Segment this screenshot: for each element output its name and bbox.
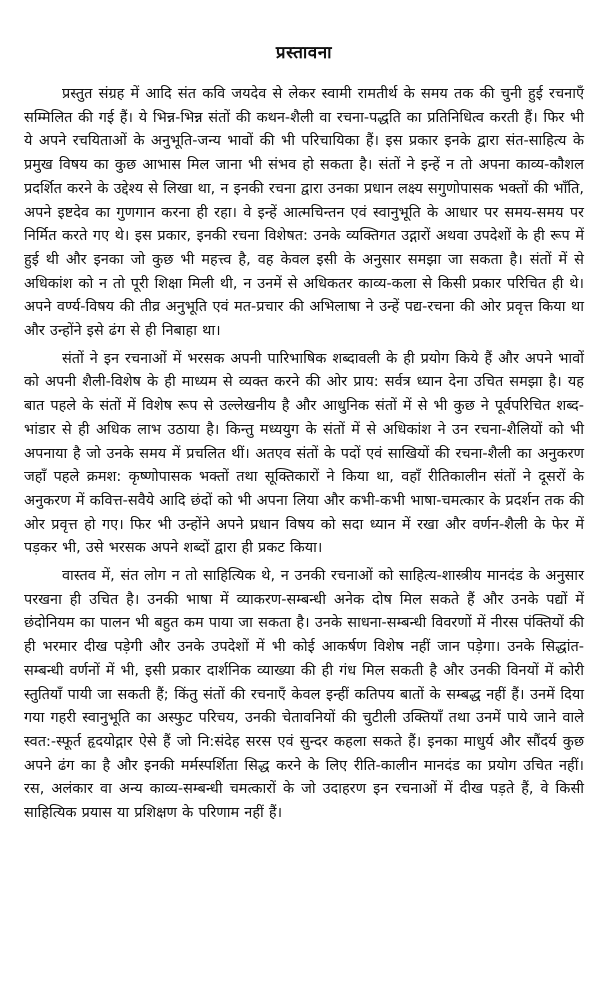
paragraph-3: वास्तव में, संत लोग न तो साहित्यिक थे, न उनकी रचनाओं को साहित्य-शास्त्रीय मानदंड के अनुसार परखना ही उचित है। उनकी भाषा में व्याकरण-सम्बन्धी अनेक दोष मिल सकते हैं और उनके पद्यों में छंदोनियम का पालन भी बहुत कम पाया जा सकता है। उनके साधना-सम्बन्धी विवरणों में नीरस पंक्तियों की ही भरमार दीख पड़ेगी और उनके उपदेशों में भी कोई आकर्षण विशेष नहीं जान पड़ेगा। उनके सिद्धांत-सम्बन्धी वर्णनों में भी, इसी प्रकार दार्शनिक व्याख्या की ही गंध मिल सकती है और उनकी विनयों में कोरी स्तुतियाँ पायी जा सकती हैं; किंतु संतों की रचनाएँ केवल इन्हीं कतिपय बातों के सम्बद्ध नहीं हैं। उनमें दिया गया गहरी स्वानुभूति का अस्फुट परिचय, उनकी चेतावनियों की चुटीली उक्तियाँ तथा उनमें पाये जाने वाले स्वत:-स्फूर्त हृदयोद्गार ऐसे हैं जो नि:संदेह सरस एवं सुन्दर कहला सकते हैं। इनका माधुर्य और सौंदर्य कुछ अपने ढंग का है और इनकी मर्मस्पर्शिता सिद्ध करने के लिए रीति-कालीन मानदंड का प्रयोग उचित नहीं। रस, अलंकार वा अन्य काव्य-सम्बन्धी चमत्कारों के जो उदाहरण इन रचनाओं में दीख पड़ते हैं, वे किसी साहित्यिक प्रयास या प्रशिक्षण के परिणाम नहीं हैं।	[24, 568, 584, 822]
paragraph-1: प्रस्तुत संग्रह में आदि संत कवि जयदेव से लेकर स्वामी रामतीर्थ के समय तक की चुनी हुई रचनाएँ सम्मिलित की गई हैं। ये भिन्न-भिन्न संतों की कथन-शैली वा रचना-पद्धति का प्रतिनिधित्व करती हैं। फिर भी ये अपने रचयिताओं के अनुभूति-जन्य भावों की भी परिचायिका हैं। इस प्रकार इनके द्वारा संत-साहित्य के प्रमुख विषय का कुछ आभास मिल जाना भी संभव हो सकता है। संतों ने इन्हें न तो अपना काव्य-कौशल प्रदर्शित करने के उद्देश्य से लिखा था, न इनकी रचना द्वारा उनका प्रधान लक्ष्य सगुणोपासक भक्तों की भाँति, अपने इष्टदेव का गुणगान करना ही रहा। वे इन्हें आत्मचिन्तन एवं स्वानुभूति के आधार पर समय-समय पर निर्मित करते गए थे। इस प्रकार, इनकी रचना विशेषत: उनके व्यक्तिगत उद्गारों अथवा उपदेशों के ही रूप में हुई थी और इनका जो कुछ भी महत्त्व है, वह केवल इसी के अनुसार समझा जा सकता है। संतों में से अधिकांश को न तो पूरी शिक्षा मिली थी, न उनमें से अधिकतर काव्य-कला से किसी प्रकार परिचित ही थे। अपने वर्ण्य-विषय की तीव्र अनुभूति एवं मत-प्रचार की अभिलाषा ने उन्हें पद्य-रचना की ओर प्रवृत्त किया था और उन्होंने इसे ढंग से ही निबाहा था।	[24, 86, 584, 340]
page-title: प्रस्तावना	[275, 43, 333, 63]
paragraph-2: संतों ने इन रचनाओं में भरसक अपनी पारिभाषिक शब्दावली के ही प्रयोग किये हैं और अपने भावों को अपनी शैली-विशेष के ही माध्यम से व्यक्त करने की ओर प्राय: सर्वत्र ध्यान देना उचित समझा है। यह बात पहले के संतों में विशेष रूप से उल्लेखनीय है और आधुनिक संतों में से भी कुछ ने पूर्वपरिचित शब्द-भांडार से ही अधिक लाभ उठाया है। किन्तु मध्ययुग के संतों में से अधिकांश ने उन रचना-शैलियों को भी अपनाया है जो उनके समय में प्रचलित थीं। अतएव संतों के पदों एवं साखियों की रचना-शैली का अनुकरण जहाँ पहले क्रमश: कृष्णोपासक भक्तों तथा सूक्तिकारों ने किया था, वहाँ रीतिकालीन संतों ने दूसरों के अनुकरण में कवित्त-सवैये आदि छंदों को भी अपना लिया और कभी-कभी भाषा-चमत्कार के प्रदर्शन तक की ओर प्रवृत्त हो गए। फिर भी उन्होंने अपने प्रधान विषय को सदा ध्यान में रखा और वर्णन-शैली के फेर में पड़कर भी, उसे भरसक अपने शब्दों द्वारा ही प्रकट किया।	[24, 350, 584, 557]
